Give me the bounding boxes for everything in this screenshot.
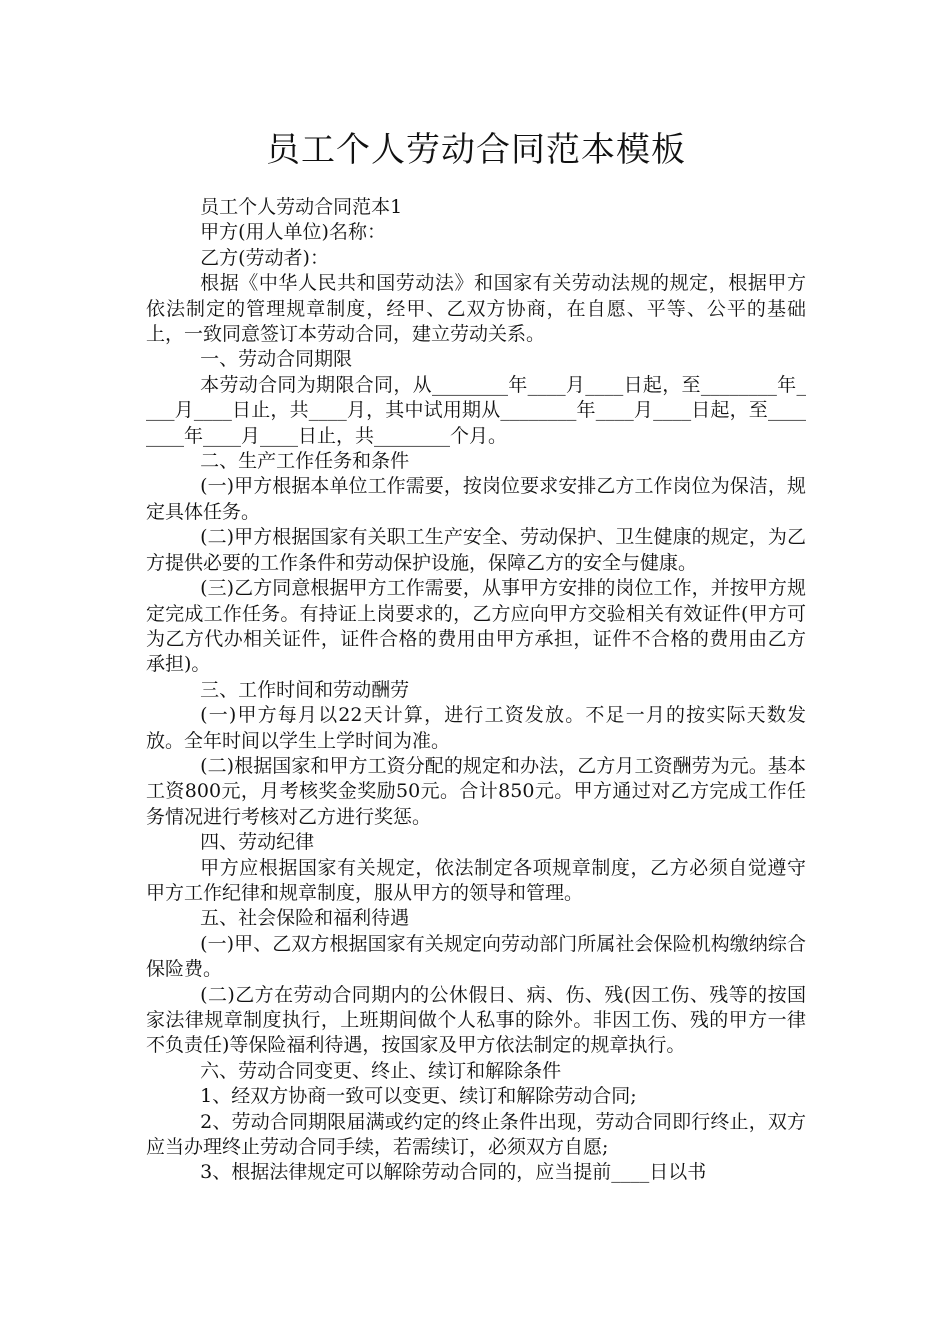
- document-body: [146, 195, 806, 1186]
- paragraph: 1、经双方协商一致可以变更、续订和解除劳动合同;: [200, 1085, 637, 1108]
- paragraph: (一)甲、乙双方根据国家有关规定向劳动部门所属社会保险机构缴纳综合保险费。: [146, 932, 806, 981]
- section-heading: 一、劳动合同期限: [200, 348, 353, 371]
- section-heading: 四、劳动纪律: [200, 831, 315, 854]
- document-title: 员工个人劳动合同范本模板: [266, 130, 686, 170]
- paragraph: 根据《中华人民共和国劳动法》和国家有关劳动法规的规定，根据甲方依法制定的管理规章制度，经甲、乙双方协商，在自愿、平等、公平的基础上，一致同意签订本劳动合同，建立劳动关系。: [146, 272, 806, 346]
- paragraph: 本劳动合同为期限合同，从________年____月____日起，至________年____月____日止，共____月，其中试用期从________年____月____日起，至________年____月____日止，共________个月。: [146, 373, 806, 447]
- paragraph: 甲方应根据国家有关规定，依法制定各项规章制度，乙方必须自觉遵守甲方工作纪律和规章制度，服从甲方的领导和管理。: [146, 856, 806, 904]
- section-heading: 五、社会保险和福利待遇: [200, 907, 410, 930]
- paragraph: (三)乙方同意根据甲方工作需要，从事甲方安排的岗位工作，并按甲方规定完成工作任务。有持证上岗要求的，乙方应向甲方交验相关有效证件(甲方可为乙方代办相关证件，证件合格的费用由甲方承担，证件不合格的费用由乙方承担)。: [146, 577, 806, 676]
- paragraph: 乙方(劳动者)：: [200, 246, 329, 269]
- paragraph: 3、根据法律规定可以解除劳动合同的，应当提前____日以书: [200, 1161, 707, 1184]
- section-heading: 三、工作时间和劳动酬劳: [200, 678, 410, 701]
- paragraph: (二)甲方根据国家有关职工生产安全、劳动保护、卫生健康的规定，为乙方提供必要的工作条件和劳动保护设施，保障乙方的安全与健康。: [146, 526, 806, 574]
- section-heading: 二、生产工作任务和条件: [200, 450, 410, 473]
- document-page: [146, 122, 806, 1186]
- paragraph: (一)甲方每月以22天计算，进行工资发放。不足一月的按实际天数发放。全年时间以学生上学时间为准。: [146, 704, 806, 752]
- paragraph: (二)根据国家和甲方工资分配的规定和办法，乙方月工资酬劳为元。基本工资800元，月考核奖金奖励50元。合计850元。甲方通过对乙方完成工作任务情况进行考核对乙方进行奖惩。: [146, 754, 806, 828]
- paragraph: (一)甲方根据本单位工作需要，按岗位要求安排乙方工作岗位为保洁，规定具体任务。: [146, 475, 806, 523]
- section-heading: 六、劳动合同变更、终止、续订和解除条件: [200, 1059, 562, 1082]
- paragraph: (二)乙方在劳动合同期内的公休假日、病、伤、残(因工伤、残等的按国家法律规章制度执行，上班期间做个人私事的除外。非因工伤、残的甲方一律不负责任)等保险福利待遇，按国家及甲方依法制定的规章执行。: [146, 983, 806, 1057]
- paragraph: 员工个人劳动合同范本1: [200, 196, 403, 218]
- paragraph: 2、劳动合同期限届满或约定的终止条件出现，劳动合同即行终止，双方应当办理终止劳动合同手续，若需续订，必须双方自愿;: [146, 1110, 806, 1159]
- paragraph: 甲方(用人单位)名称：: [200, 221, 386, 244]
